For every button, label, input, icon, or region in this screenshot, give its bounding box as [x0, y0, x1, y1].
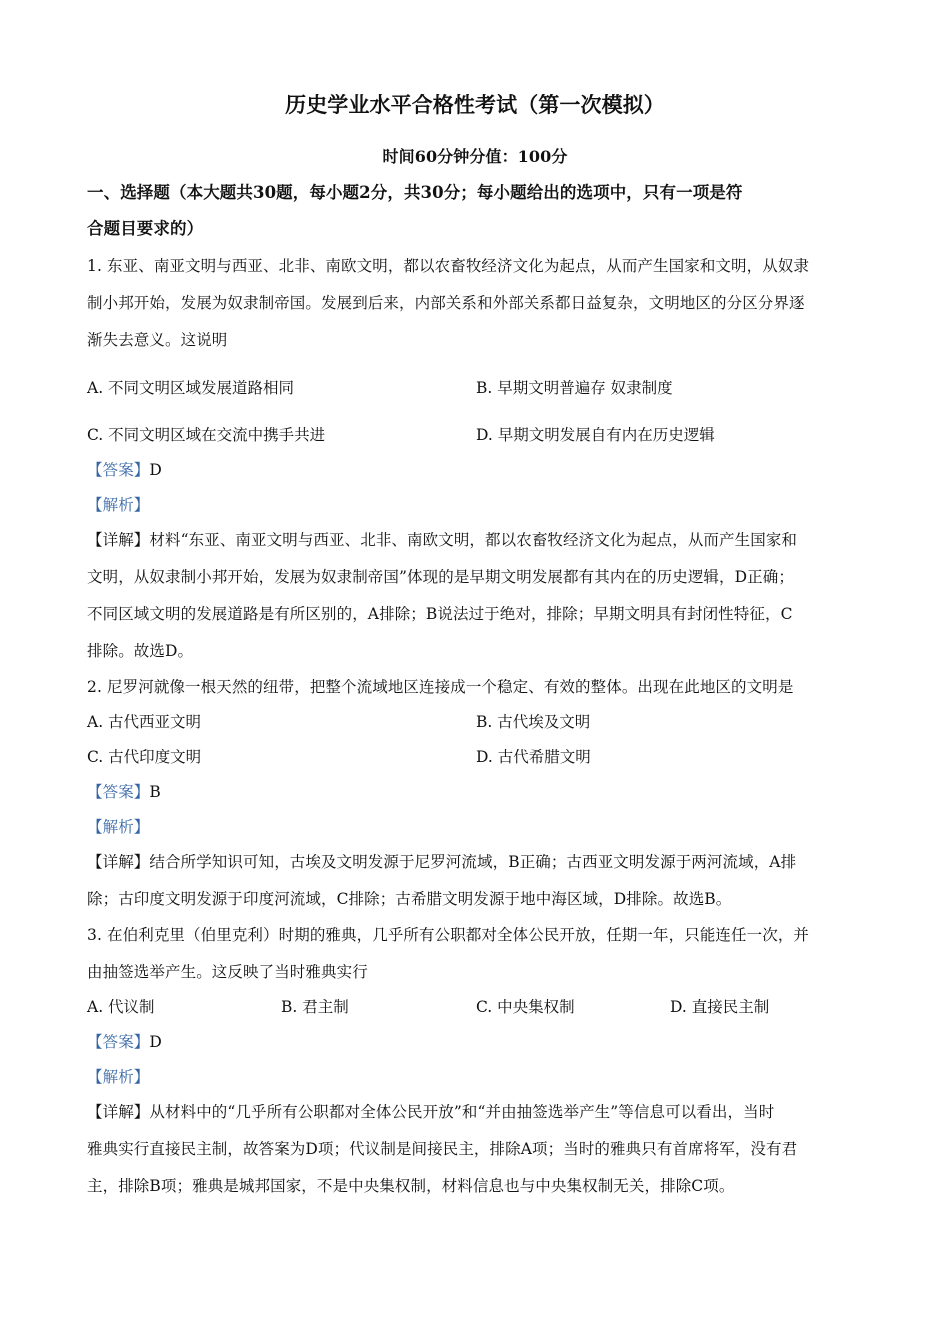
answer-label: 【答案】	[87, 783, 150, 801]
analysis-label: 【解析】	[87, 496, 150, 514]
q2-detail-line1: 【详解】结合所学知识可知，古埃及文明发源于尼罗河流域，B正确；古西亚文明发源于两河流域，A排	[87, 853, 797, 871]
section-heading-line1: 一、选择题（本大题共30题，每小题2分，共30分；每小题给出的选项中，只有一项是符	[87, 183, 743, 202]
q1-detail-line4: 排除。故选D。	[87, 642, 194, 660]
q3-answer-value: D	[149, 1033, 162, 1051]
q1-option-d: D. 早期文明发展自有内在历史逻辑	[476, 426, 715, 444]
q2-option-b: B. 古代埃及文明	[476, 713, 591, 731]
q3-detail-line2: 雅典实行直接民主制，故答案为D项；代议制是间接民主，排除A项；当时的雅典只有首席将军，没有君	[87, 1140, 798, 1158]
q2-detail-line2: 除；古印度文明发源于印度河流域，C排除；古希腊文明发源于地中海区域，D排除。故选B。	[87, 890, 732, 908]
q1-detail-line1: 【详解】材料“东亚、南亚文明与西亚、北非、南欧文明，都以农畜牧经济文化为起点，从而产生国家和	[87, 531, 798, 549]
q3-option-a: A. 代议制	[87, 998, 155, 1016]
q1-stem-line3: 渐失去意义。这说明	[87, 331, 228, 349]
answer-label: 【答案】	[87, 1033, 150, 1051]
q3-detail-line3: 主，排除B项；雅典是城邦国家，不是中央集权制，材料信息也与中央集权制无关，排除C项。	[87, 1177, 735, 1195]
q2-analysis	[87, 816, 867, 838]
q1-answer-value: D	[149, 461, 162, 479]
q3-option-c: C. 中央集权制	[476, 998, 575, 1016]
q1-option-c: C. 不同文明区域在交流中携手共进	[87, 426, 326, 444]
q2-stem: 2. 尼罗河就像一根天然的纽带，把整个流域地区连接成一个稳定、有效的整体。出现在此地区的文明是	[87, 678, 794, 696]
q3-answer	[87, 1031, 867, 1053]
q3-option-b: B. 君主制	[281, 998, 349, 1016]
q1-stem-line1: 1. 东亚、南亚文明与西亚、北非、南欧文明，都以农畜牧经济文化为起点，从而产生国家和文明，从奴隶	[87, 257, 810, 275]
q3-analysis	[87, 1066, 867, 1088]
exam-time-score: 时间60分钟分值：100分	[382, 147, 568, 166]
q1-option-a: A. 不同文明区域发展道路相同	[87, 379, 295, 397]
q2-option-c: C. 古代印度文明	[87, 748, 202, 766]
q1-stem-line2: 制小邦开始，发展为奴隶制帝国。发展到后来，内部关系和外部关系都日益复杂，文明地区的分区分界逐	[87, 294, 805, 312]
section-heading-line2: 合题目要求的）	[87, 219, 204, 238]
q2-answer-value: B	[149, 783, 161, 801]
q2-answer	[87, 781, 867, 803]
q2-option-a: A. 古代西亚文明	[87, 713, 202, 731]
analysis-label: 【解析】	[87, 1068, 150, 1086]
q3-detail-line1: 【详解】从材料中的“几乎所有公职都对全体公民开放”和“并由抽签选举产生”等信息可以看出，当时	[87, 1103, 775, 1121]
q3-option-d: D. 直接民主制	[670, 998, 770, 1016]
detail-label: 【详解】	[87, 1103, 150, 1121]
q1-analysis	[87, 494, 867, 516]
page-title: 历史学业水平合格性考试（第一次模拟）	[285, 94, 665, 116]
answer-label: 【答案】	[87, 461, 150, 479]
detail-label: 【详解】	[87, 853, 150, 871]
q1-detail-line2: 文明，从奴隶制小邦开始，发展为奴隶制帝国”体现的是早期文明发展都有其内在的历史逻辑，D正确；	[87, 568, 794, 586]
q2-option-d: D. 古代希腊文明	[476, 748, 591, 766]
q3-stem-line1: 3. 在伯利克里（伯里克利）时期的雅典，几乎所有公职都对全体公民开放，任期一年，只能连任一次，并	[87, 926, 810, 944]
detail-label: 【详解】	[87, 531, 150, 549]
q1-detail-line3: 不同区域文明的发展道路是有所区别的，A排除；B说法过于绝对，排除；早期文明具有封闭性特征，C	[87, 605, 793, 623]
q1-option-b: B. 早期文明普遍存 奴隶制度	[476, 379, 673, 397]
q3-stem-line2: 由抽签选举产生。这反映了当时雅典实行	[87, 963, 368, 981]
q1-answer	[87, 459, 867, 481]
analysis-label: 【解析】	[87, 818, 150, 836]
